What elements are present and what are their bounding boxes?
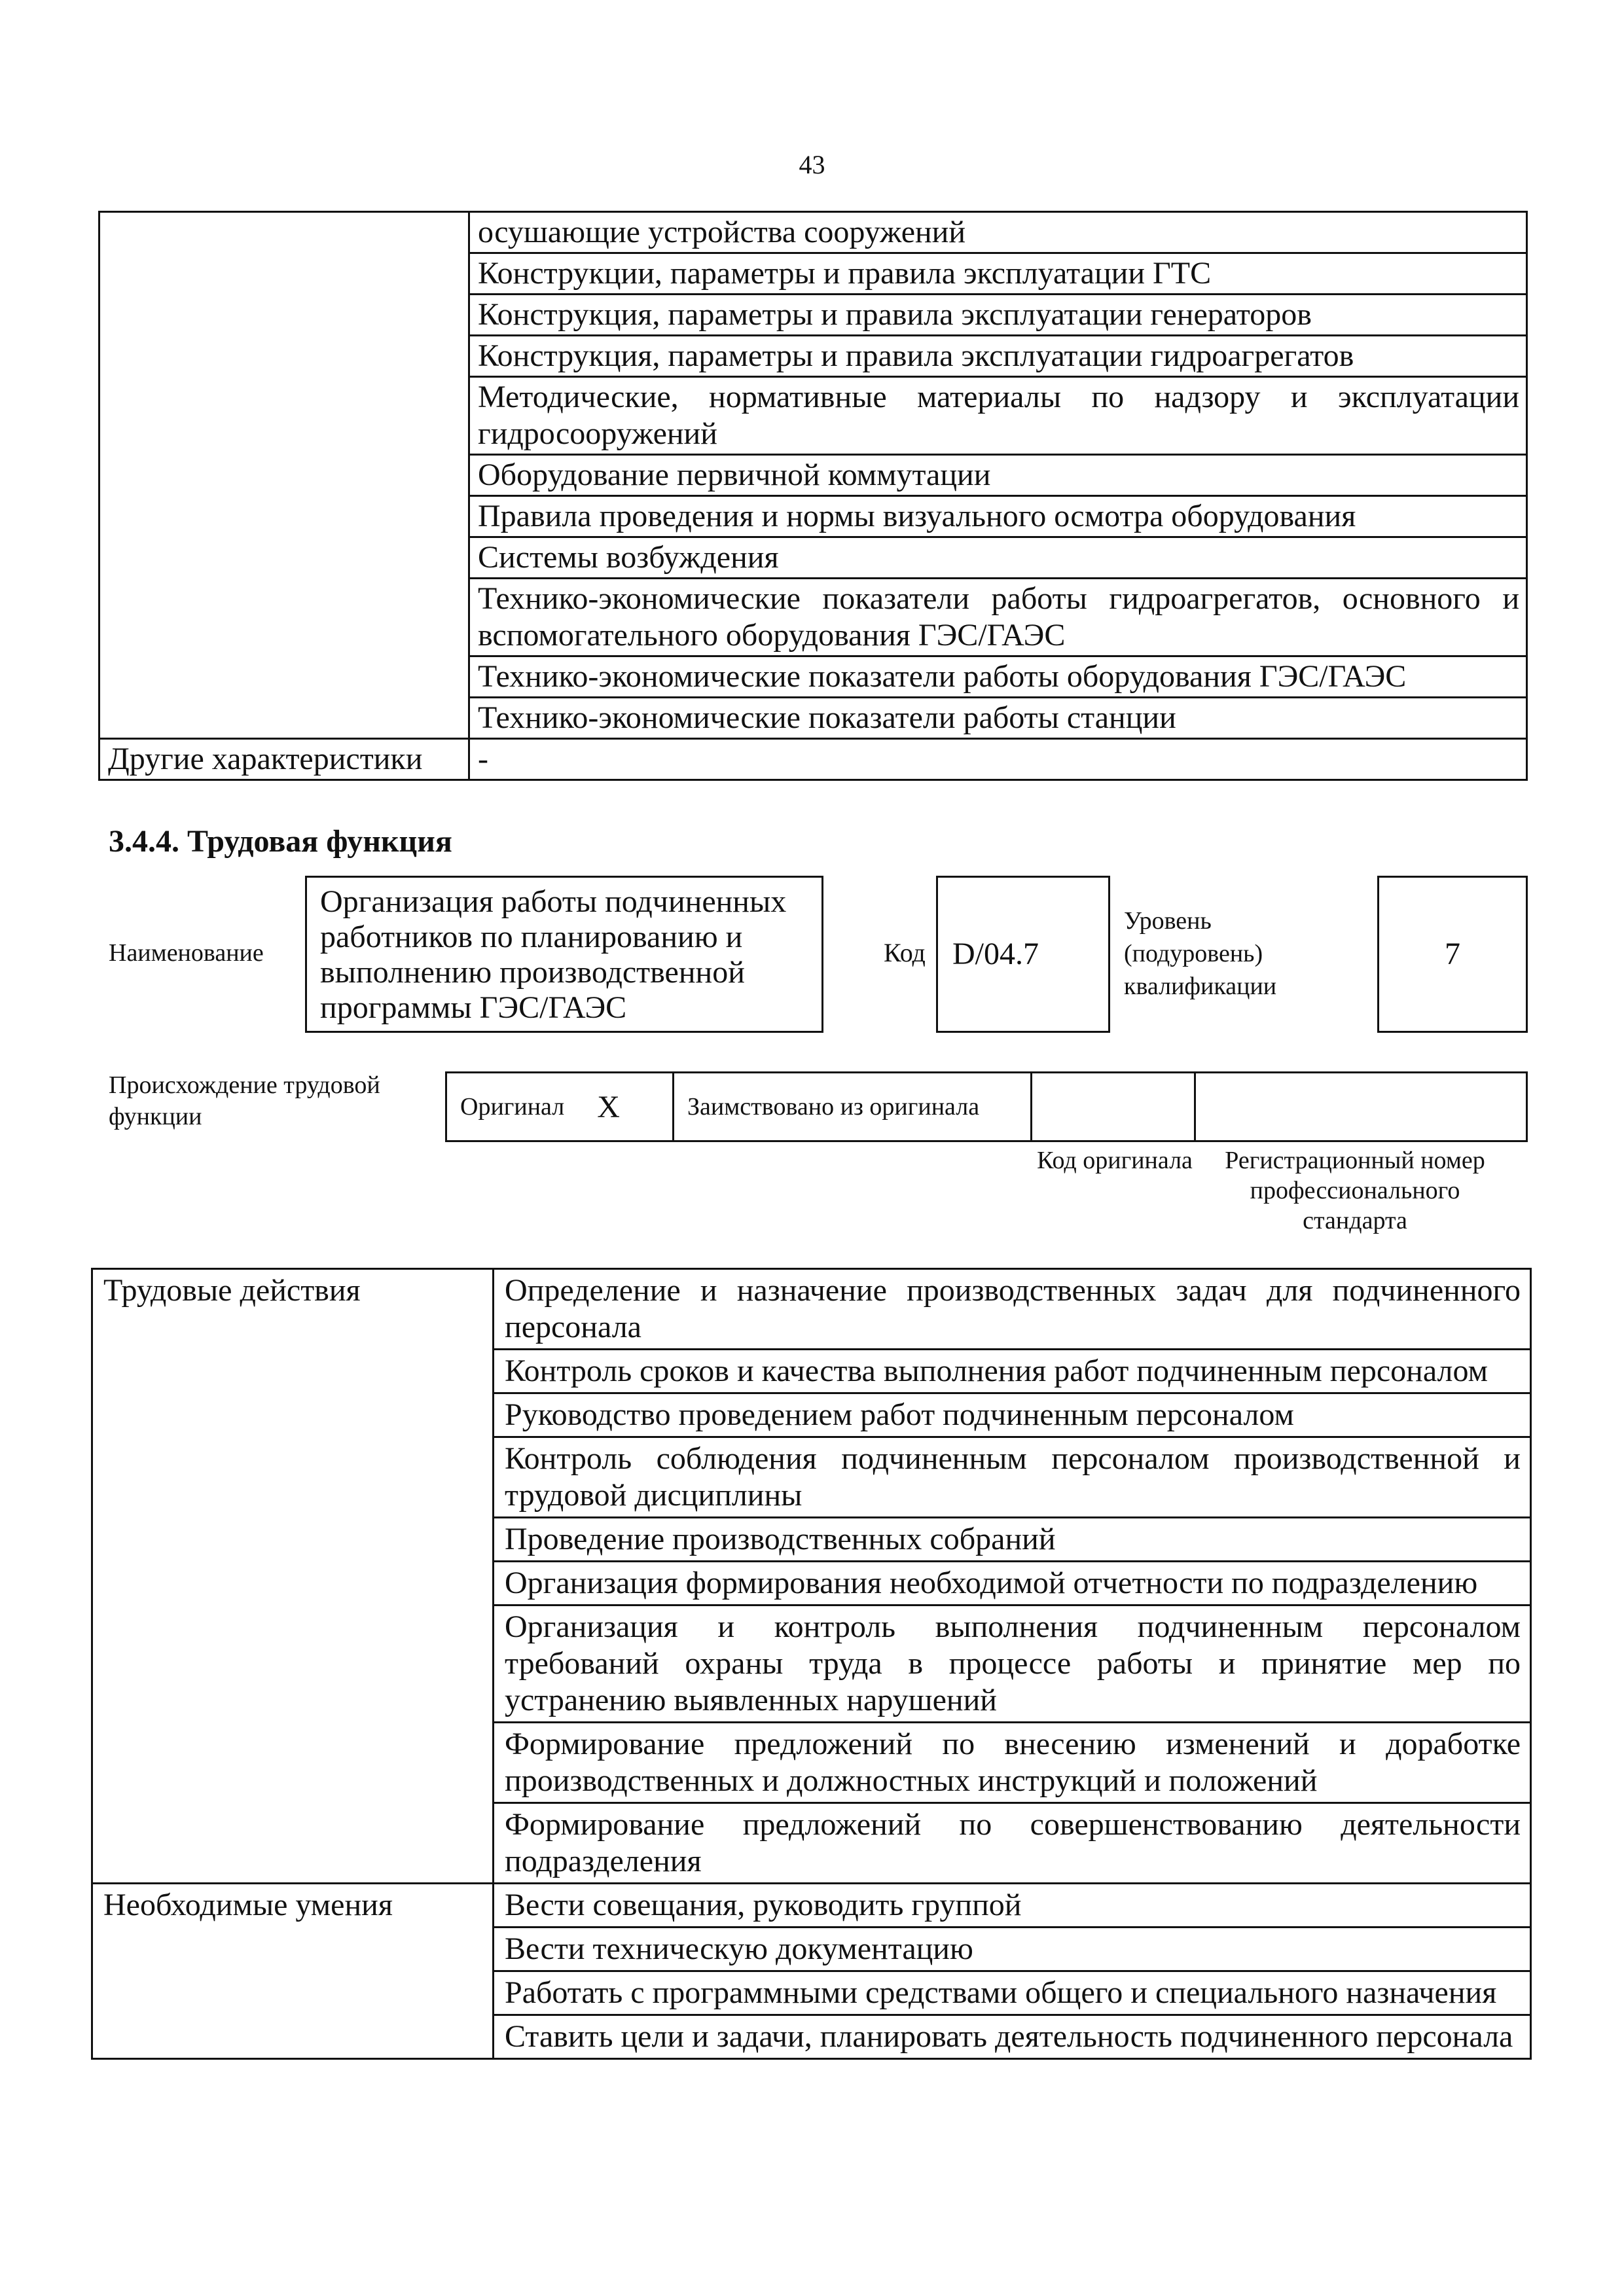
registration-number-cell xyxy=(1194,1071,1528,1142)
name-label: Наименование xyxy=(109,939,264,967)
level-value: 7 xyxy=(1445,937,1460,971)
knowledge-item: Конструкции, параметры и правила эксплуатации ГТС xyxy=(469,253,1527,295)
other-characteristics-label: Другие характеристики xyxy=(99,739,469,780)
level-label: Уровень (подуровень) квалификации xyxy=(1124,907,1277,1000)
code-label: Код xyxy=(884,938,926,967)
action-item: Руководство проведением работ подчиненным персоналом xyxy=(494,1393,1531,1437)
knowledge-item: Технико-экономические показатели работы станции xyxy=(469,698,1527,739)
skill-item: Ставить цели и задачи, планировать деятельность подчиненного персонала xyxy=(494,2015,1531,2059)
action-item: Организация и контроль выполнения подчиненным персоналом требований охраны труда в процессе работы и принятие мер по устранению выявленных нарушений xyxy=(494,1605,1531,1723)
original-mark: X xyxy=(597,1089,620,1124)
knowledge-item: Системы возбуждения xyxy=(469,537,1527,579)
original-cell xyxy=(445,1071,674,1142)
origin-row xyxy=(445,1071,1528,1142)
action-item: Формирование предложений по внесению изменений и доработке производственных и должностных инструкций и положений xyxy=(494,1723,1531,1803)
knowledge-item: Конструкция, параметры и правила эксплуатации гидроагрегатов xyxy=(469,336,1527,377)
other-characteristics-value: - xyxy=(469,739,1527,780)
knowledge-item: Конструкция, параметры и правила эксплуатации генераторов xyxy=(469,295,1527,336)
page-number: 43 xyxy=(799,150,825,179)
knowledge-item: Правила проведения и нормы визуального осмотра оборудования xyxy=(469,496,1527,537)
knowledge-item: осушающие устройства сооружений xyxy=(469,212,1527,253)
code-value: D/04.7 xyxy=(952,937,1039,971)
knowledge-table xyxy=(98,211,1528,781)
actions-label: Трудовые действия xyxy=(92,1269,494,1884)
action-item: Формирование предложений по совершенствованию деятельности подразделения xyxy=(494,1803,1531,1884)
action-item: Организация формирования необходимой отчетности по подразделению xyxy=(494,1562,1531,1605)
original-code-cell xyxy=(1030,1071,1196,1142)
function-name-box xyxy=(305,876,823,1033)
code-caption: Код оригинала xyxy=(1037,1147,1193,1174)
function-name-value: Организация работы подчиненных работников по планированию и выполнению производственной программы ГЭС/ГАЭС xyxy=(320,884,787,1025)
knowledge-item: Методические, нормативные материалы по надзору и эксплуатации гидросооружений xyxy=(469,377,1527,455)
actions-table xyxy=(91,1268,1532,2060)
borrowed-cell xyxy=(672,1071,1032,1142)
borrowed-label: Заимствовано из оригинала xyxy=(687,1093,980,1121)
origin-label: Происхождение трудовой функции xyxy=(109,1071,380,1130)
knowledge-item: Технико-экономические показатели работы гидроагрегатов, основного и вспомогательного оборудования ГЭС/ГАЭС xyxy=(469,579,1527,656)
action-item: Определение и назначение производственных задач для подчиненного персонала xyxy=(494,1269,1531,1350)
original-label: Оригинал xyxy=(460,1093,565,1121)
action-item: Проведение производственных собраний xyxy=(494,1518,1531,1562)
skill-item: Вести техническую документацию xyxy=(494,1928,1531,1971)
level-box xyxy=(1377,876,1528,1033)
knowledge-item: Технико-экономические показатели работы оборудования ГЭС/ГАЭС xyxy=(469,656,1527,698)
action-item: Контроль сроков и качества выполнения работ подчиненным персоналом xyxy=(494,1350,1531,1393)
registration-caption: Регистрационный номер профессионального стандарта xyxy=(1225,1147,1485,1234)
action-item: Контроль соблюдения подчиненным персоналом производственной и трудовой дисциплины xyxy=(494,1437,1531,1518)
section-title: 3.4.4. Трудовая функция xyxy=(109,824,452,859)
code-box xyxy=(936,876,1110,1033)
knowledge-label-cell xyxy=(99,212,469,739)
skill-item: Работать с программными средствами общего и специального назначения xyxy=(494,1971,1531,2015)
skill-item: Вести совещания, руководить группой xyxy=(494,1884,1531,1928)
skills-label: Необходимые умения xyxy=(92,1884,494,2059)
knowledge-item: Оборудование первичной коммутации xyxy=(469,455,1527,496)
